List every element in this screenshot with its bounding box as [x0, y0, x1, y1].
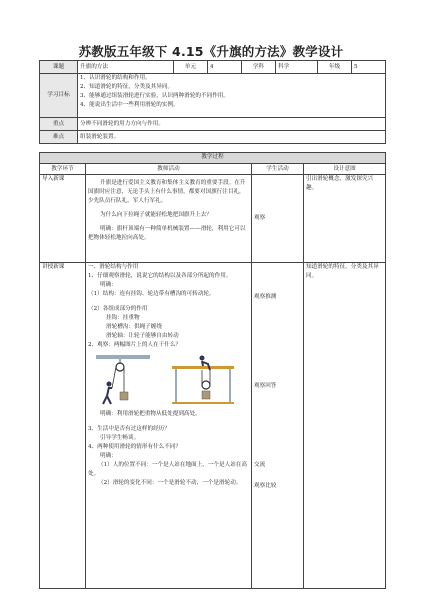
pulley-figures [94, 354, 249, 406]
goal-item: 4、能说出生活中一些利用滑轮的实例。 [80, 102, 179, 108]
movable-pulley-figure [170, 354, 236, 406]
document-title: 苏教版五年级下 4.15《升旗的方法》教学设计 [78, 44, 344, 59]
goal-item: 1、认识滑轮的结构和作用。 [80, 75, 151, 81]
intro-intent: 引出滑轮概念，激发探究兴趣。 [304, 175, 386, 263]
lecture-a4: 明确： [100, 453, 117, 459]
goal-item: 2、知道滑轮的特征，分类及其异同。 [80, 84, 174, 90]
part-item: 挂钩：挂重物 [106, 315, 140, 321]
lecture-student [252, 263, 304, 589]
part-item: 滑轮槽沟：供绳子缠绕 [106, 324, 162, 330]
student-activity: 交流 [254, 462, 266, 468]
intro-paragraph: 升旗是进行爱国主义教育和集体主义教育的重要手段。在升国旗时应注意，无论手头上有什么事情，都要对国旗行注目礼，少先队员行队礼，军人行军礼。 [88, 180, 246, 204]
process-header-row [40, 164, 386, 175]
difficulty-value: 组装滑轮装置。 [78, 131, 386, 144]
lecture-g3: 引导学生畅谈。 [100, 435, 140, 441]
lecture-row [40, 263, 386, 589]
lecture-q3: 3、生活中是否有过这样的经历？ [88, 426, 170, 432]
lecture-a1: 明确： [100, 282, 117, 288]
lecture-diff2: （2）滑轮的变化不同：一个是滑轮不动，一个是滑轮动。 [98, 480, 242, 486]
keypoint-row [40, 118, 386, 131]
intro-row [40, 175, 386, 263]
process-section-title: 教学过程 [40, 153, 386, 164]
goals-label: 学习目标 [40, 74, 78, 118]
process-section-row [40, 153, 386, 164]
goals-row [40, 74, 386, 118]
process-table [39, 152, 386, 589]
unit-value: 4 [208, 61, 242, 74]
fixed-pulley-figure [94, 354, 152, 406]
intro-stage: 导入新课 [40, 175, 86, 263]
intro-teacher [86, 175, 252, 263]
intro-answer: 明确：旗杆顶端有一种简单机械装置——滑轮，利用它可以把物体轻松地拉向高处。 [88, 226, 246, 241]
student-activity: 观察回答 [254, 383, 277, 389]
header-stage: 教学环节 [40, 164, 86, 175]
lecture-q2: 2、观察：两幅图片上的人在干什么？ [88, 342, 182, 348]
goals-list [78, 74, 386, 118]
difficulty-row [40, 131, 386, 144]
lecture-diff1: （1）人的位置不同：一个是人站在地面上，一个是人站在高处。 [88, 462, 247, 477]
lecture-heading: 一、滑轮结构与作用 [88, 264, 139, 270]
difficulty-label: 难点 [40, 131, 78, 144]
course-value: 升旗的方法 [78, 61, 174, 74]
intro-question: 为什么向下拉绳子就能轻松地把国旗升上去？ [100, 212, 212, 218]
lecture-q4: 4、两种使用滑轮的情形有什么不同？ [88, 444, 182, 450]
lecture-parts-heading: （2）各组成部分的作用 [88, 306, 148, 312]
header-student: 学生活动 [252, 164, 304, 175]
grade-value: 5 [352, 61, 386, 74]
grade-label: 年级 [318, 61, 352, 74]
lecture-teacher [86, 263, 252, 589]
student-activity: 观察推测 [254, 294, 277, 300]
header-teacher: 教师活动 [86, 164, 252, 175]
goal-item: 3、能够通过组装滑轮进行实验，认识两种滑轮的不同作用。 [80, 93, 229, 99]
lecture-stage: 讲授新课 [40, 263, 86, 589]
keypoint-label: 重点 [40, 118, 78, 131]
header-intent: 设计意图 [304, 164, 386, 175]
lecture-structure: （1）结构：连有挂钩、轮边带有槽沟的可转动轮。 [88, 291, 215, 297]
lecture-intent: 知道滑轮的特征，分类及其异同。 [304, 263, 386, 589]
student-activity: 观察比较 [254, 483, 277, 489]
lecture-q1: 1、仔细观察滑轮，说说它的结构以及各部分所起的作用。 [88, 273, 232, 279]
subject-value: 科学 [276, 61, 318, 74]
course-label: 课题 [40, 61, 78, 74]
unit-label: 单元 [174, 61, 208, 74]
info-row [40, 61, 386, 74]
part-item: 滑轮轴：让轮子能够自由转动 [106, 333, 179, 339]
lecture-a2: 明确：利用滑轮把重物从低处提到高处。 [100, 411, 201, 417]
info-table [39, 60, 386, 144]
subject-label: 学科 [242, 61, 276, 74]
intro-student: 观察 [252, 175, 304, 263]
keypoint-value: 分辨不同滑轮的用力方向与作用。 [78, 118, 386, 131]
